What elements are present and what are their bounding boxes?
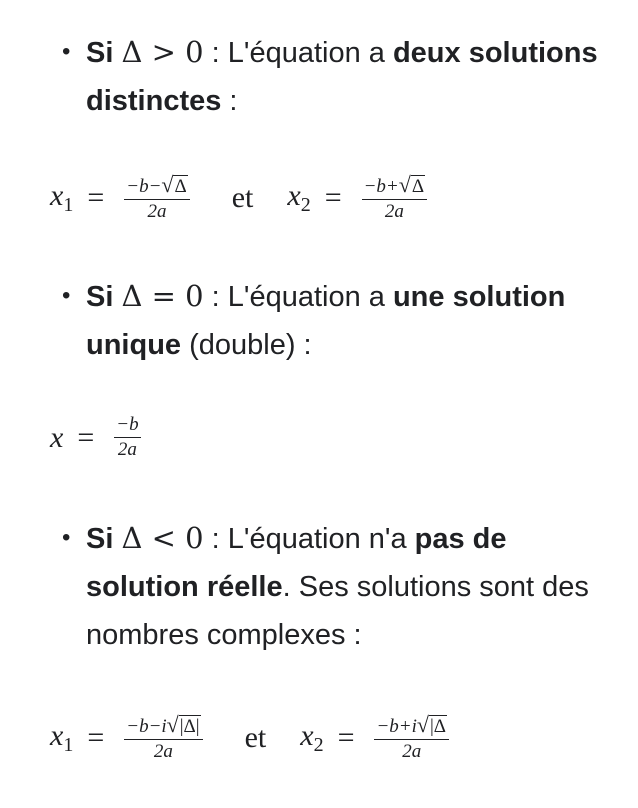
text-pre: : L'équation a xyxy=(203,37,393,69)
bullet-dot: • xyxy=(62,38,71,65)
var-x1: $x_1$ xyxy=(50,718,74,756)
bullet-dot: • xyxy=(62,524,71,551)
var-x2: $x_2$ xyxy=(300,718,324,756)
bullet-text xyxy=(86,272,622,369)
bold-count: deux xyxy=(392,37,461,69)
text-pre: : L'équation n'a xyxy=(203,523,415,555)
bold-count: une xyxy=(392,281,445,313)
equals-sign: = xyxy=(337,720,355,754)
fraction-x2: −b+ √ Δ 2a xyxy=(362,172,427,223)
fraction-x2: −b+i √ |Δ 2a xyxy=(374,712,449,763)
et-word: et xyxy=(244,720,267,754)
equals-sign: = xyxy=(324,180,342,214)
var-x1: $x_1$ xyxy=(50,178,74,216)
bullet-text xyxy=(86,28,622,125)
text-post: (double) : xyxy=(181,329,312,361)
formula-complex-solutions xyxy=(50,712,455,763)
bold-count: pas de xyxy=(414,523,507,555)
et-word: et xyxy=(231,180,254,214)
equals-sign: = xyxy=(87,720,105,754)
si-label: Si xyxy=(86,37,114,69)
si-label: Si xyxy=(86,523,114,555)
bold-solution: solution réelle xyxy=(86,571,283,603)
condition-delta-zero xyxy=(62,272,622,369)
var-x2: $x_2$ xyxy=(287,178,311,216)
condition-delta-negative xyxy=(62,514,622,659)
text-post: : xyxy=(221,85,238,117)
var-x: x xyxy=(50,420,64,454)
equals-sign: = xyxy=(87,180,105,214)
bold-solution: solution unique xyxy=(86,281,566,361)
si-label: Si xyxy=(86,281,114,313)
bullet-text xyxy=(86,514,622,659)
equals-sign: = xyxy=(77,420,95,454)
condition-delta-positive xyxy=(62,28,622,125)
bold-solution: solutions distinctes xyxy=(86,37,598,117)
bullet-dot: • xyxy=(62,282,71,309)
text-post: . Ses solutions sont des nombres complexes : xyxy=(86,571,589,651)
formula-two-solutions xyxy=(50,172,433,223)
fraction-x1: −b−i √ |Δ| 2a xyxy=(124,712,202,763)
condition-formula: Δ = 0 xyxy=(121,279,204,313)
fraction-x: $\frac{-b}{2a}$ xyxy=(116,414,139,460)
condition-formula: Δ < 0 xyxy=(121,521,204,555)
text-pre: : L'équation a xyxy=(203,281,393,313)
formula-double-solution xyxy=(50,414,147,461)
fraction-x1: −b− √ Δ 2a xyxy=(124,172,189,223)
condition-formula: Δ > 0 xyxy=(121,35,204,69)
